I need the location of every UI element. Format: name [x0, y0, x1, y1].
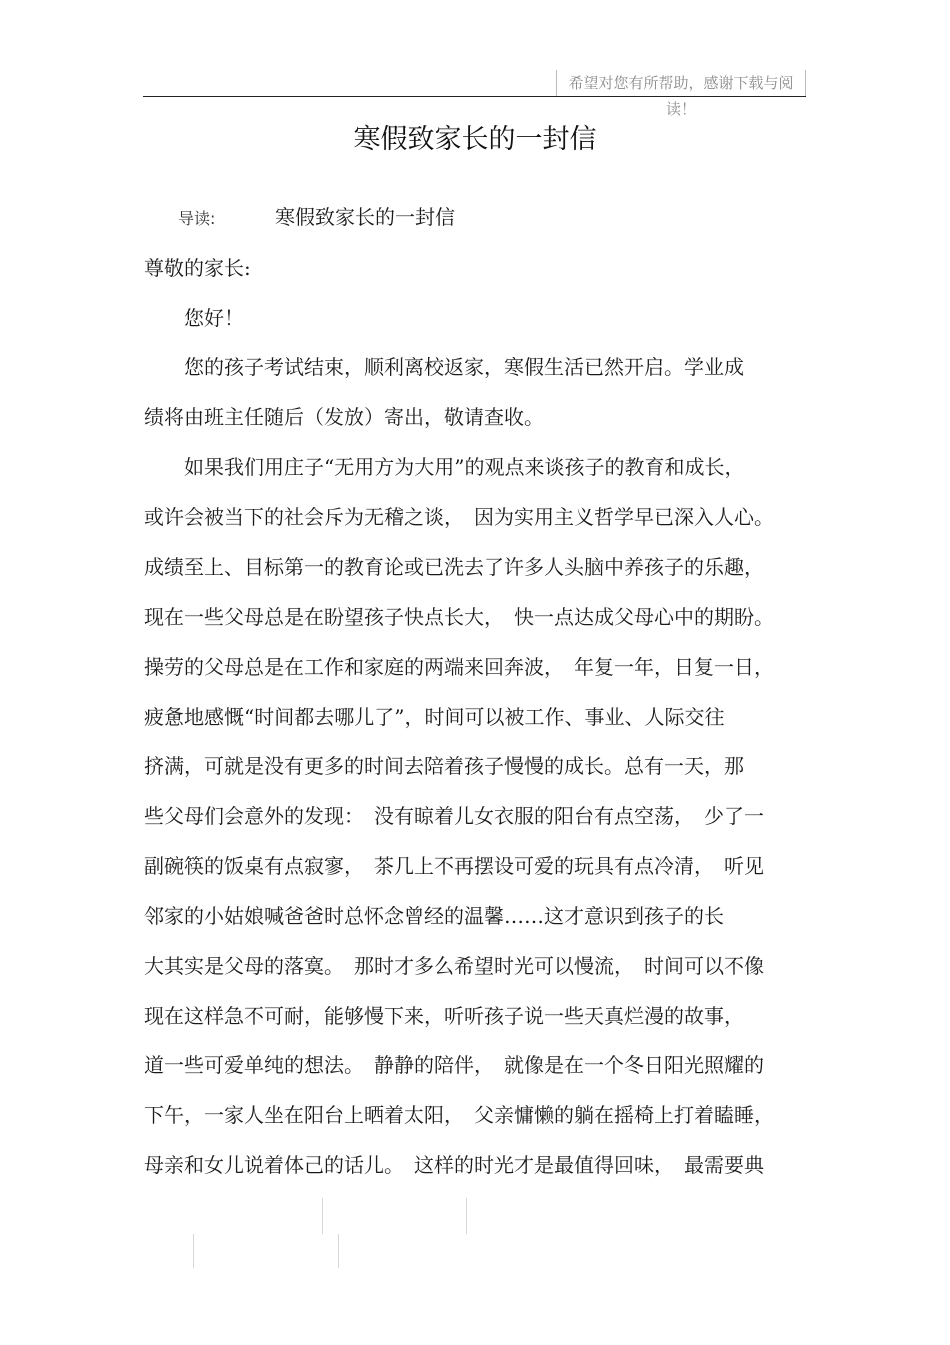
body-line: 道一些可爱单纯的想法。 静静的陪伴， 就像是在一个冬日阳光照耀的 [144, 1053, 764, 1077]
body-line: 现在一些父母总是在盼望孩子快点长大， 快一点达成父母心中的期盼。 [144, 605, 774, 629]
body-line: 现在这样急不可耐，能够慢下来，听听孩子说一些天真烂漫的故事， [144, 1004, 744, 1028]
header-note: 希望对您有所帮助，感谢下载与阅读！ [556, 70, 806, 96]
body-line: 如果我们用庄子“无用方为大用”的观点来谈孩子的教育和成长， [144, 455, 745, 479]
body-line: 下午，一家人坐在阳台上晒着太阳， 父亲慵懒的躺在摇椅上打着瞌睡， [144, 1103, 774, 1127]
header-rule [143, 96, 806, 97]
body-line: 您的孩子考试结束，顺利离校返家，寒假生活已然开启。学业成 [144, 355, 744, 379]
body-line: 成绩至上、目标第一的教育论或已洗去了许多人头脑中养孩子的乐趣， [144, 555, 764, 579]
greeting: 您好！ [144, 306, 244, 330]
body-line: 些父母们会意外的发现： 没有晾着儿女衣服的阳台有点空荡， 少了一 [144, 804, 764, 828]
body-line: 绩将由班主任随后（发放）寄出，敬请查收。 [144, 405, 544, 429]
body-line: 母亲和女儿说着体己的话儿。 这样的时光才是最值得回味， 最需要典 [144, 1153, 764, 1177]
divider [193, 1234, 194, 1268]
lead-section [0, 203, 950, 233]
body-line: 疲惫地感慨“时间都去哪儿了”，时间可以被工作、事业、人际交往 [144, 705, 725, 729]
body-line: 大其实是父母的落寞。 那时才多么希望时光可以慢流， 时间可以不像 [144, 954, 764, 978]
document-title: 寒假致家长的一封信 [353, 124, 597, 155]
lead-label: 导读: [178, 209, 216, 228]
body-line: 副碗筷的饭桌有点寂寥， 茶几上不再摆设可爱的玩具有点冷清， 听见 [144, 854, 764, 878]
body-line: 挤满，可就是没有更多的时间去陪着孩子慢慢的成长。总有一天，那 [144, 754, 744, 778]
body-line: 邻家的小姑娘喊爸爸时总怀念曾经的温馨……这才意识到孩子的长 [144, 904, 724, 928]
salutation: 尊敬的家长: [144, 256, 251, 280]
lead-text: 寒假致家长的一封信 [275, 205, 455, 229]
body-line: 或许会被当下的社会斥为无稽之谈， 因为实用主义哲学早已深入人心。 [144, 505, 774, 529]
divider [466, 1198, 467, 1234]
body-line: 操劳的父母总是在工作和家庭的两端来回奔波， 年复一年，日复一日， [144, 655, 774, 679]
divider [338, 1234, 339, 1268]
divider [322, 1198, 323, 1234]
